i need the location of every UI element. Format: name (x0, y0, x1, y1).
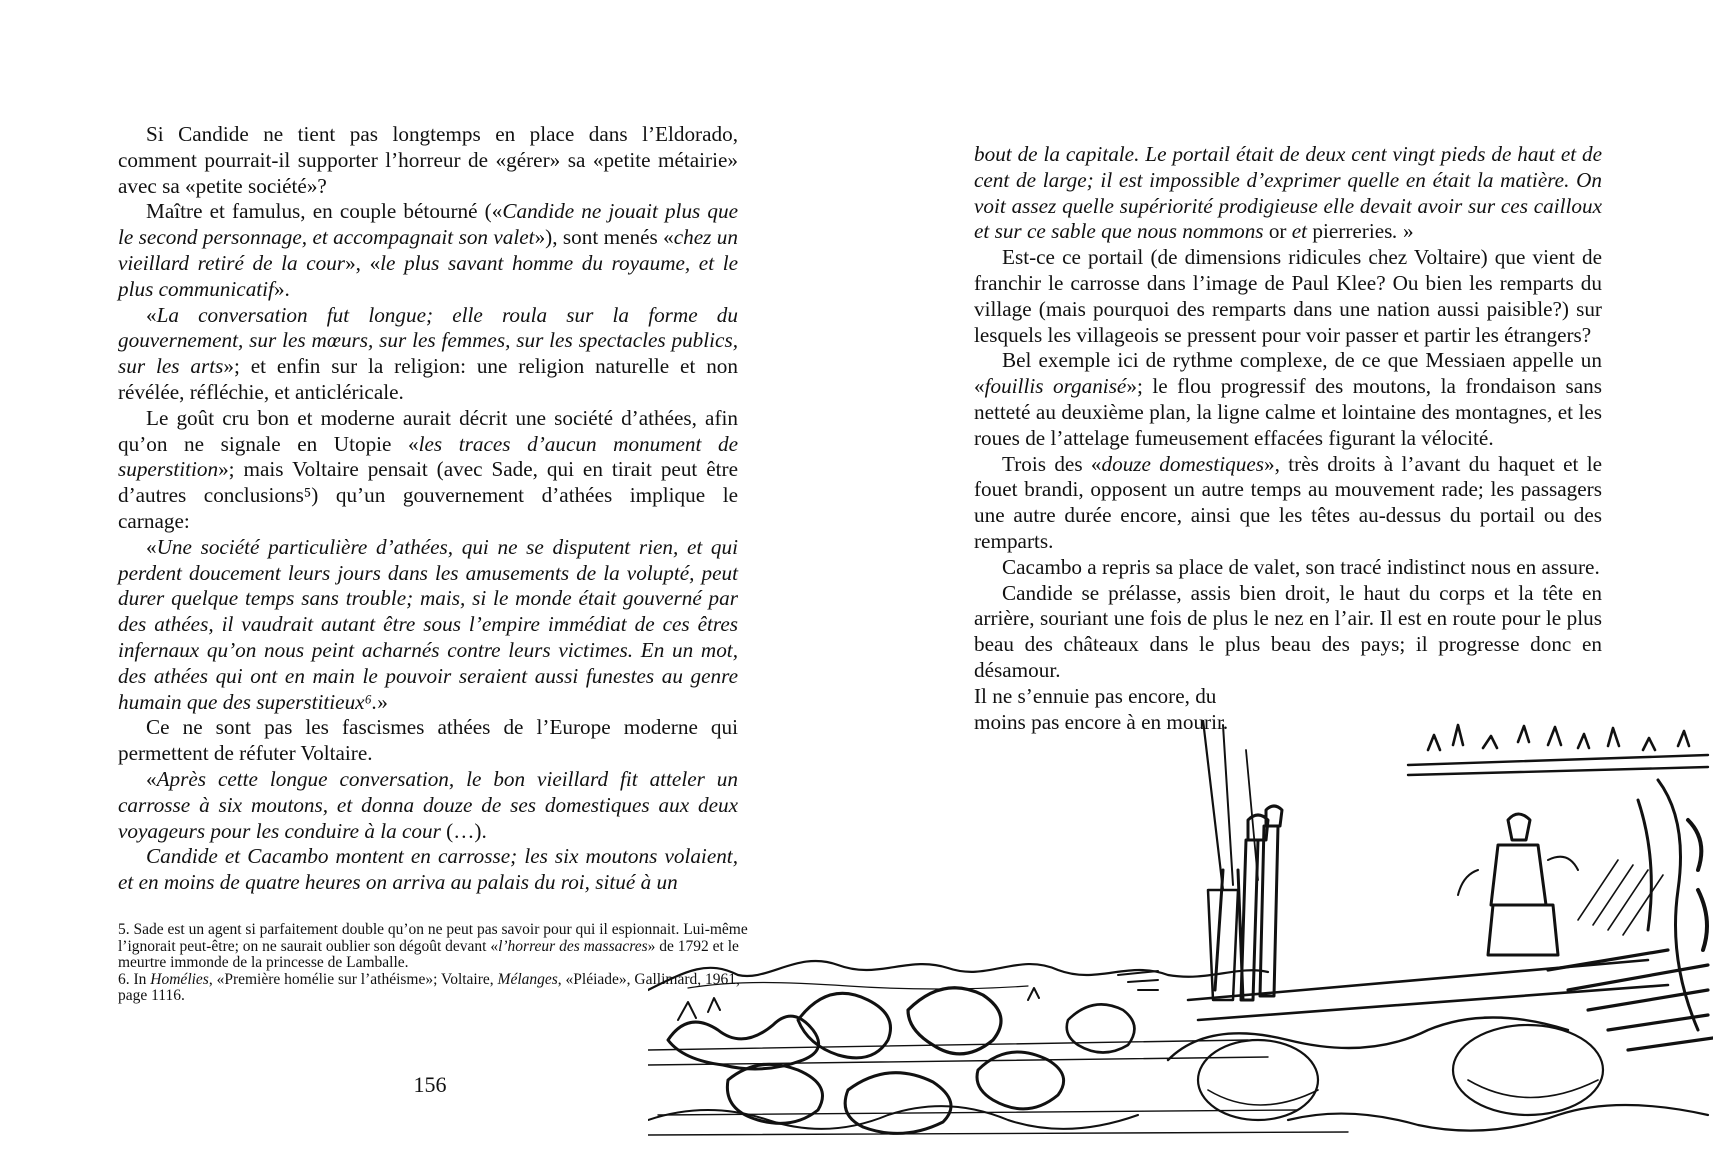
paragraph (974, 581, 1602, 684)
text-run: », « (345, 250, 381, 275)
text-run: (…). (440, 818, 487, 843)
paragraph (118, 844, 738, 896)
italic-text: et (1291, 219, 1308, 244)
page-number: 156 (413, 1072, 447, 1097)
italic-text: le plus savant homme du royaume, et le plus communicatif (118, 250, 738, 301)
text-run: « (146, 534, 157, 559)
italic-text: La conversation fut longue; elle roula sur la forme du gouvernement, sur les mœurs, sur les femmes, sur les spectacles publics, sur les arts (118, 302, 738, 379)
left-body-text (118, 122, 738, 896)
text-run: »; mais Voltaire pensait (avec Sade, qui en tirait peut être d’autres conclusions⁵) qu’un gouvernement d’athées implique le carnage: (118, 457, 738, 533)
italic-text: les traces d’aucun monument de superstition (118, 431, 738, 482)
text-run: » (377, 689, 388, 714)
italic-text: Après cette longue conversation, le bon vieillard fit atteler un carrosse à six moutons, et donna douze de ses domestiques aux deux voyageurs pour les conduire à la cour (118, 766, 738, 843)
text-run: 5. Sade est un agent si parfaitement double qu’on ne peut pas savoir pour qui il espionnait. Lui-même l’ignorait peut-être; on ne saurait oublier son dégoût devant « (118, 921, 748, 955)
right-body-text (974, 142, 1602, 735)
text-run: « (146, 302, 157, 327)
closing-line: moins pas encore à en mourir. (974, 709, 1229, 734)
italic-text: chez un vieillard retiré de la cour (118, 225, 738, 275)
text-run: Candide se prélasse, assis bien droit, le haut du corps et la tête en arrière, souriant une fois de plus le nez en l’air. Il est en route pour le plus beau des châteaux dans le plus beau des pays; il progresse donc en désamour. (974, 580, 1602, 682)
paragraph (118, 535, 738, 716)
text-run: »; et enfin sur la religion: une religion naturelle et non révélée, réfléchie, et anticléricale. (118, 354, 738, 404)
italic-text: Candide et Cacambo montent en carrosse; les six moutons volaient, et en moins de quatre heures on arriva au palais du roi, situé à un (118, 844, 738, 895)
paragraph (118, 406, 738, 535)
text-run: pierreries (1307, 219, 1393, 244)
text-run: », très droits à l’avant du haquet et le fouet brandi, opposent un autre temps au mouvement rade; les passagers une autre durée encore, ainsi que les têtes au-dessus du portail ou des remparts. (974, 451, 1602, 553)
text-run: » de 1792 et le meurtre immonde de la princesse de Lamballe. (118, 937, 739, 972)
paragraph (974, 452, 1602, 555)
text-run: »; le flou progressif des moutons, la frondaison sans netteté au deuxième plan, la ligne calme et lointaine des montagnes, et les roues de l’attelage fumeusement effacées figurant la vélocité. (974, 374, 1602, 450)
text-run: Bel exemple ici de rythme complexe, de ce que Messiaen appelle un « (974, 348, 1602, 399)
paragraph (118, 199, 738, 302)
text-run: ». (273, 276, 290, 301)
paragraph (974, 348, 1602, 451)
text-run: »), sont menés « (534, 225, 674, 250)
paragraph (118, 715, 738, 767)
text-run: , «Pléiade», Gallimard, 1961, page 1116. (118, 970, 740, 1005)
text-run: » (1397, 219, 1414, 244)
ink-drawing-illustration (648, 720, 1713, 1152)
paragraph (974, 555, 1602, 581)
italic-text: Mélanges (497, 970, 558, 988)
italic-text: bout de la capitale. Le portail était de deux cent vingt pieds de haut et de cent de large; il est impossible d’exprimer quelle en était la matière. On voit assez quelle supériorité prodigieuse elle devait avoir sur ces cailloux et sur ce sable que nous nommons (974, 142, 1602, 244)
italic-text: . (1392, 219, 1398, 244)
italic-text: fouillis organisé (984, 374, 1127, 399)
text-run: , «Première homélie sur l’athéisme»; Voltaire, (208, 970, 498, 988)
text-run: « (146, 766, 157, 791)
italic-text: douze domestiques (1101, 451, 1265, 476)
closing-line: Il ne s’ennuie pas encore, du (974, 683, 1217, 708)
text-run: Est-ce ce portail (de dimensions ridicules chez Voltaire) que vient de franchir le carrosse dans l’image de Paul Klee? Ou bien les remparts du village (mais pourquoi des remparts dans une nation aussi paisible?) sur lesquels les villageois se pressent pour voir passer et partir les étrangers? (974, 245, 1602, 347)
paragraph (118, 303, 738, 406)
text-run: 6. In (118, 970, 151, 988)
paragraph (974, 142, 1602, 245)
text-run: Cacambo a repris sa place de valet, son tracé indistinct nous en assure. (1002, 554, 1600, 579)
text-run: Trois des « (1002, 451, 1102, 476)
italic-text: l’horreur des massacres (498, 937, 648, 955)
text-run: or (1263, 219, 1292, 244)
italic-text: Homélies (150, 970, 209, 988)
paragraph (974, 245, 1602, 348)
text-run: Ce ne sont pas les fascismes athées de l’Europe moderne qui permettent de réfuter Voltaire. (118, 715, 738, 766)
italic-text: Une société particulière d’athées, qui ne se disputent rien, et qui perdent doucement leurs jours dans les amusements de la volupté, peut durer quelque temps sans trouble; mais, si le monde était gouverné par des athées, il vaudrait autant être sous l’empire immédiat de ces êtres infernaux qu’on nous peint acharnés contre leurs victimes. En un mot, des athées qui ont en main le pouvoir seraient aussi funestes au genre humain que des superstitieux⁶. (118, 534, 738, 714)
text-run: Le goût cru bon et moderne aurait décrit une société d’athées, afin qu’on ne signale en Utopie « (118, 405, 738, 456)
text-run: Maître et famulus, en couple bétourné (« (146, 199, 503, 224)
paragraph (118, 122, 738, 199)
italic-text: Candide ne jouait plus que le second personnage, et accompagnait son valet (118, 199, 738, 250)
paragraph (118, 767, 738, 844)
text-run: Si Candide ne tient pas longtemps en place dans l’Eldorado, comment pourrait-il supporter l’horreur de «gérer» sa «petite métairie» avec sa «petite société»? (118, 122, 738, 198)
